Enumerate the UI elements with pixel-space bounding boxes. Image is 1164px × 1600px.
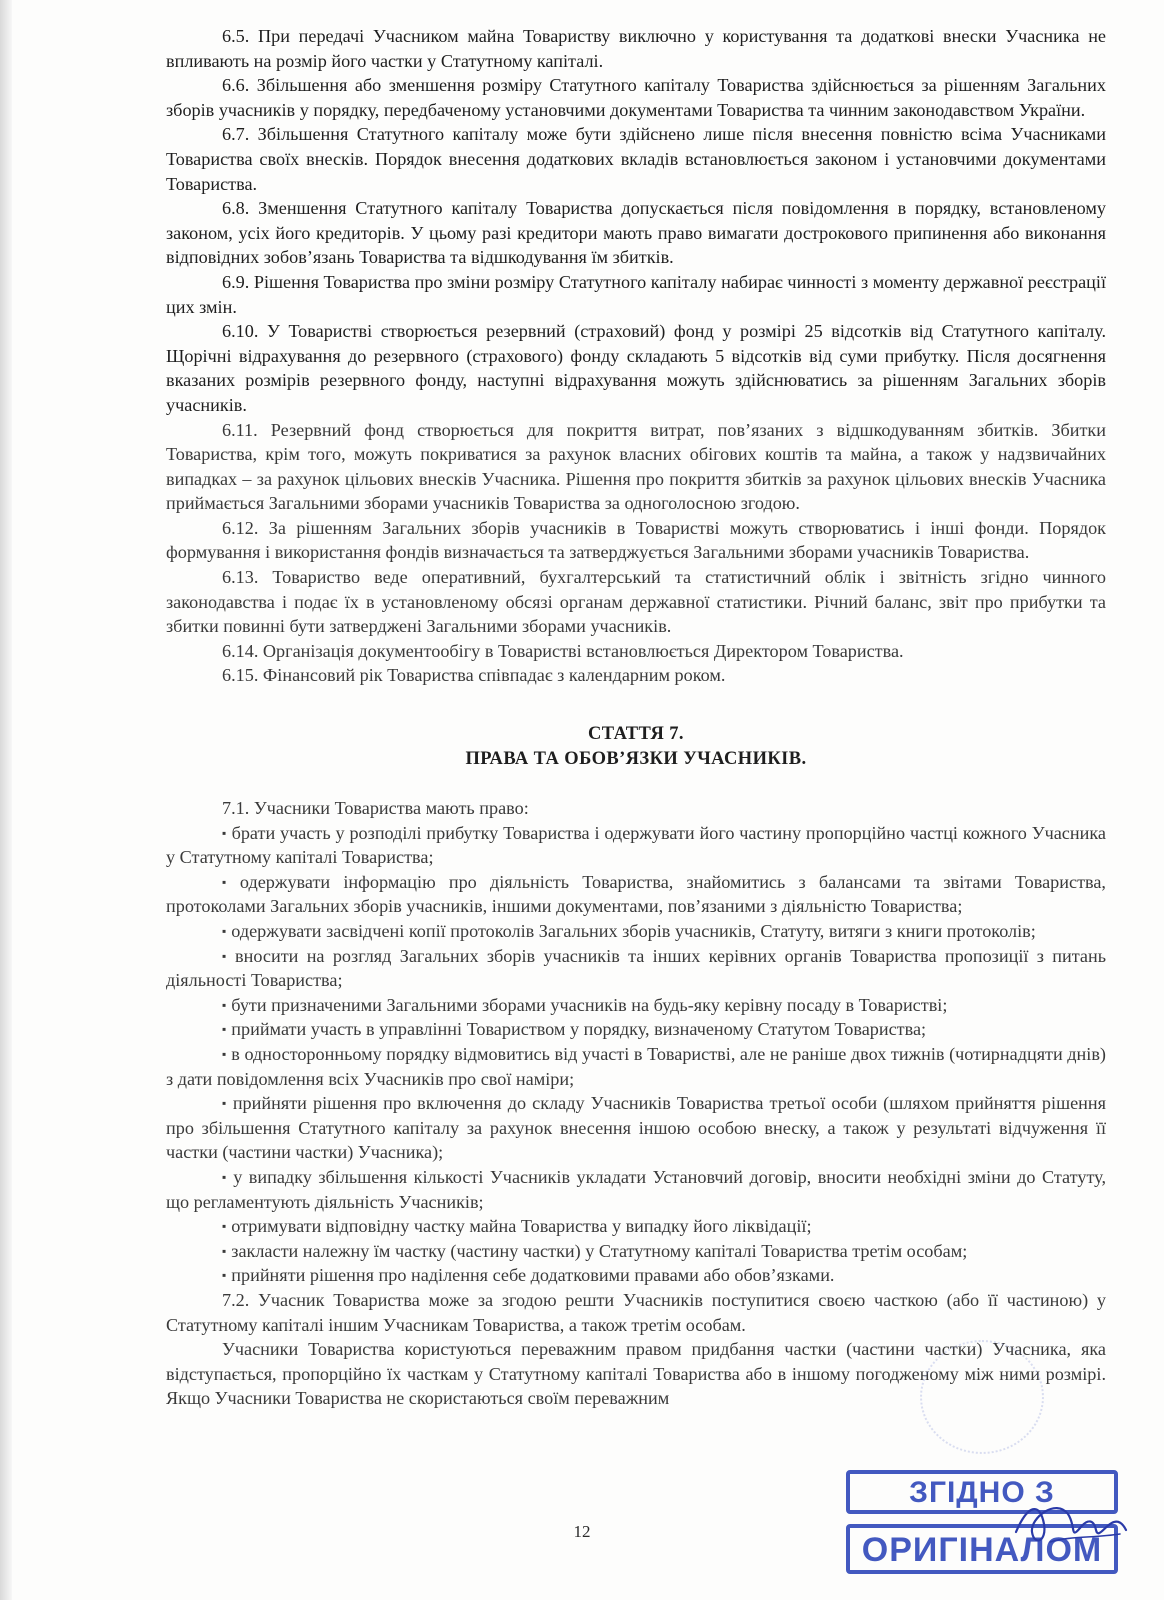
paragraph-6-14: 6.14. Організація документообігу в Товаристві встановлюється Директором Товариства.: [222, 640, 904, 661]
article-heading: [166, 722, 1106, 772]
right-item: [166, 1091, 1106, 1165]
bullet-icon: ▪: [222, 1046, 227, 1061]
right-item: [166, 944, 1106, 993]
paragraph-6-5: 6.5. При передачі Учасником майна Товариству виключно у користування та додаткові внески Учасника не впливають на розмір його частки у Статутному капіталі.: [166, 26, 1106, 71]
paragraph-7-1-intro: 7.1. Учасники Товариства мають право:: [222, 798, 529, 819]
bullet-icon: ▪: [222, 1022, 227, 1037]
right-text: отримувати відповідну частку майна Товариства у випадку його ліквідації;: [231, 1216, 812, 1237]
right-item: [166, 870, 1106, 919]
paragraph-6-6: 6.6. Збільшення або зменшення розміру Статутного капіталу Товариства здійснюється за рішенням Загальних зборів учасників у порядку, передбаченому установчими документами Товариства та чинним законодавством України.: [166, 75, 1106, 120]
paragraph-6-10: 6.10. У Товаристві створюється резервний (страховий) фонд у розмірі 25 відсотків від Статутного капіталу. Щорічні відрахування до резервного (страхового) фонду складають 5 відсотків від суми прибутку. Після досягнення вказаних розмірів резервного фонду, наступні відрахування можуть здійснюватись за рішенням Загальних зборів учасників.: [166, 321, 1106, 415]
right-item: [166, 919, 1106, 944]
bullet-icon: ▪: [222, 948, 231, 963]
right-item: [166, 1263, 1106, 1288]
paragraph-6-9: 6.9. Рішення Товариства про зміни розміру Статутного капіталу набирає чинності з моменту державної реєстрації цих змін.: [166, 271, 1106, 317]
bullet-icon: ▪: [222, 825, 227, 840]
bullet-icon: ▪: [222, 1243, 227, 1258]
right-text: одержувати інформацію про діяльність Товариства, знайомитись з балансами та звітами Товариства, протоколами Загальних зборів учасників, іншими документами, пов’язаними з діяльністю Товариства;: [166, 871, 1106, 917]
bullet-icon: ▪: [222, 1268, 227, 1283]
right-item: [166, 1017, 1106, 1042]
right-text: брати участь у розподілі прибутку Товариства і одержувати його частину пропорційно частці кожного Учасника у Статутному капіталі Товариства;: [166, 822, 1106, 868]
paragraph-6-13: 6.13. Товариство веде оперативний, бухгалтерський та статистичний облік і звітність згідно чинного законодавства і подає їх в установленому обсязі органам державної статистики. Річний баланс, звіт про прибутки та збитки повинні бути затверджені Загальними зборами учасників.: [166, 567, 1106, 637]
right-text: прийняти рішення про включення до складу Учасників Товариства третьої особи (шляхом прийняття рішення про збільшення Статутного капіталу за рахунок внесення іншою особою внеску, а також у результаті відчуження її частки (частини частки) Учасника);: [166, 1093, 1106, 1163]
right-item: [166, 1214, 1106, 1239]
right-item: [166, 1239, 1106, 1264]
right-text: в односторонньому порядку відмовитись від участі в Товаристві, але не раніше двох тижнів (чотирнадцяти днів) з дати повідомлення всіх Учасників про свої наміри;: [166, 1043, 1106, 1089]
right-text: прийняти рішення про наділення себе додатковими правами або обов’язками.: [231, 1265, 835, 1286]
paragraph-6-11: 6.11. Резервний фонд створюється для покриття витрат, пов’язаних з відшкодуванням збитків. Збитки Товариства, крім того, можуть покриватися за рахунок власних обігових коштів та майна, а також у надзвичайних випадках – за рахунок цільових внесків Учасника. Рішення про покриття збитків за рахунок цільових внесків Учасника приймається Загальними зборами учасників Товариства за одноголосною згодою.: [166, 419, 1106, 514]
page-number: 12: [573, 1522, 591, 1541]
bullet-icon: ▪: [222, 1169, 229, 1184]
right-text: у випадку збільшення кількості Учасників укладати Установчий договір, вносити необхідні зміни до Статуту, що регламентують діяльність Учасників;: [166, 1166, 1106, 1212]
stamp-line-1: ЗГІДНО З: [846, 1470, 1118, 1514]
right-text: вносити на розгляд Загальних зборів учасників та інших керівних органів Товариства пропозиції з питань діяльності Товариства;: [166, 945, 1106, 991]
signature-icon: [1010, 1484, 1130, 1554]
document-body: [166, 24, 1106, 1411]
article-number: СТАТТЯ 7.: [588, 724, 684, 745]
paragraph-pre-emption: Учасники Товариства користуються переважним правом придбання частки (частини частки) Учасника, яка відступається, пропорційно їх часткам у Статутному капіталі Товариства або в іншому погодженому між ними розмірі. Якщо Учасники Товариства не скористаються своїм переважним: [166, 1339, 1106, 1409]
right-text: закласти належну їм частку (частину частки) у Статутному капіталі Товариства третім особам;: [231, 1240, 968, 1261]
stamp-line-2: ОРИГІНАЛОМ: [846, 1524, 1118, 1574]
right-text: приймати участь в управлінні Товариством у порядку, визначеному Статутом Товариства;: [231, 1019, 927, 1040]
bullet-icon: ▪: [222, 874, 235, 889]
right-item: [166, 1042, 1106, 1091]
paragraph-6-12: 6.12. За рішенням Загальних зборів учасників в Товаристві можуть створюватись і інші фонди. Порядок формування і використання фондів визначається та затверджується Загальними зборами учасників Товариства.: [166, 517, 1106, 563]
bullet-icon: ▪: [222, 1219, 227, 1234]
right-item: [166, 1165, 1106, 1214]
paragraph-6-7: 6.7. Збільшення Статутного капіталу може бути здійснено лише після внесення повністю всіма Учасниками Товариства своїх внесків. Порядок внесення додаткових вкладів встановлюється законом і установчими документами Товариства.: [166, 124, 1106, 194]
paragraph-7-2: 7.2. Учасник Товариства може за згодою решти Учасників поступитися своєю часткою (або її частиною) у Статутному капіталі іншим Учасникам Товариства, а також третім особам.: [166, 1289, 1106, 1335]
right-item: [166, 993, 1106, 1018]
scan-edge: [0, 0, 12, 1600]
paragraph-6-15: 6.15. Фінансовий рік Товариства співпадає з календарним роком.: [222, 665, 726, 686]
bullet-icon: ▪: [222, 997, 227, 1012]
right-text: бути призначеними Загальними зборами учасників на будь-яку керівну посаду в Товаристві;: [231, 994, 948, 1015]
bullet-icon: ▪: [222, 1096, 228, 1111]
faint-seal-mark: [920, 1340, 1044, 1454]
bullet-icon: ▪: [222, 924, 227, 938]
paragraph-6-8: 6.8. Зменшення Статутного капіталу Товариства допускається після повідомлення в порядку, встановленому законом, усіх його кредиторів. У цьому разі кредитори мають право вимагати дострокового припинення або виконання відповідних зобов’язань Товариства та відшкодування їм збитків.: [166, 198, 1106, 268]
right-item: [166, 821, 1106, 870]
article-title: ПРАВА ТА ОБОВ’ЯЗКИ УЧАСНИКІВ.: [465, 749, 807, 770]
right-text: одержувати засвідчені копії протоколів Загальних зборів учасників, Статуту, витяги з книги протоколів;: [231, 921, 1036, 941]
